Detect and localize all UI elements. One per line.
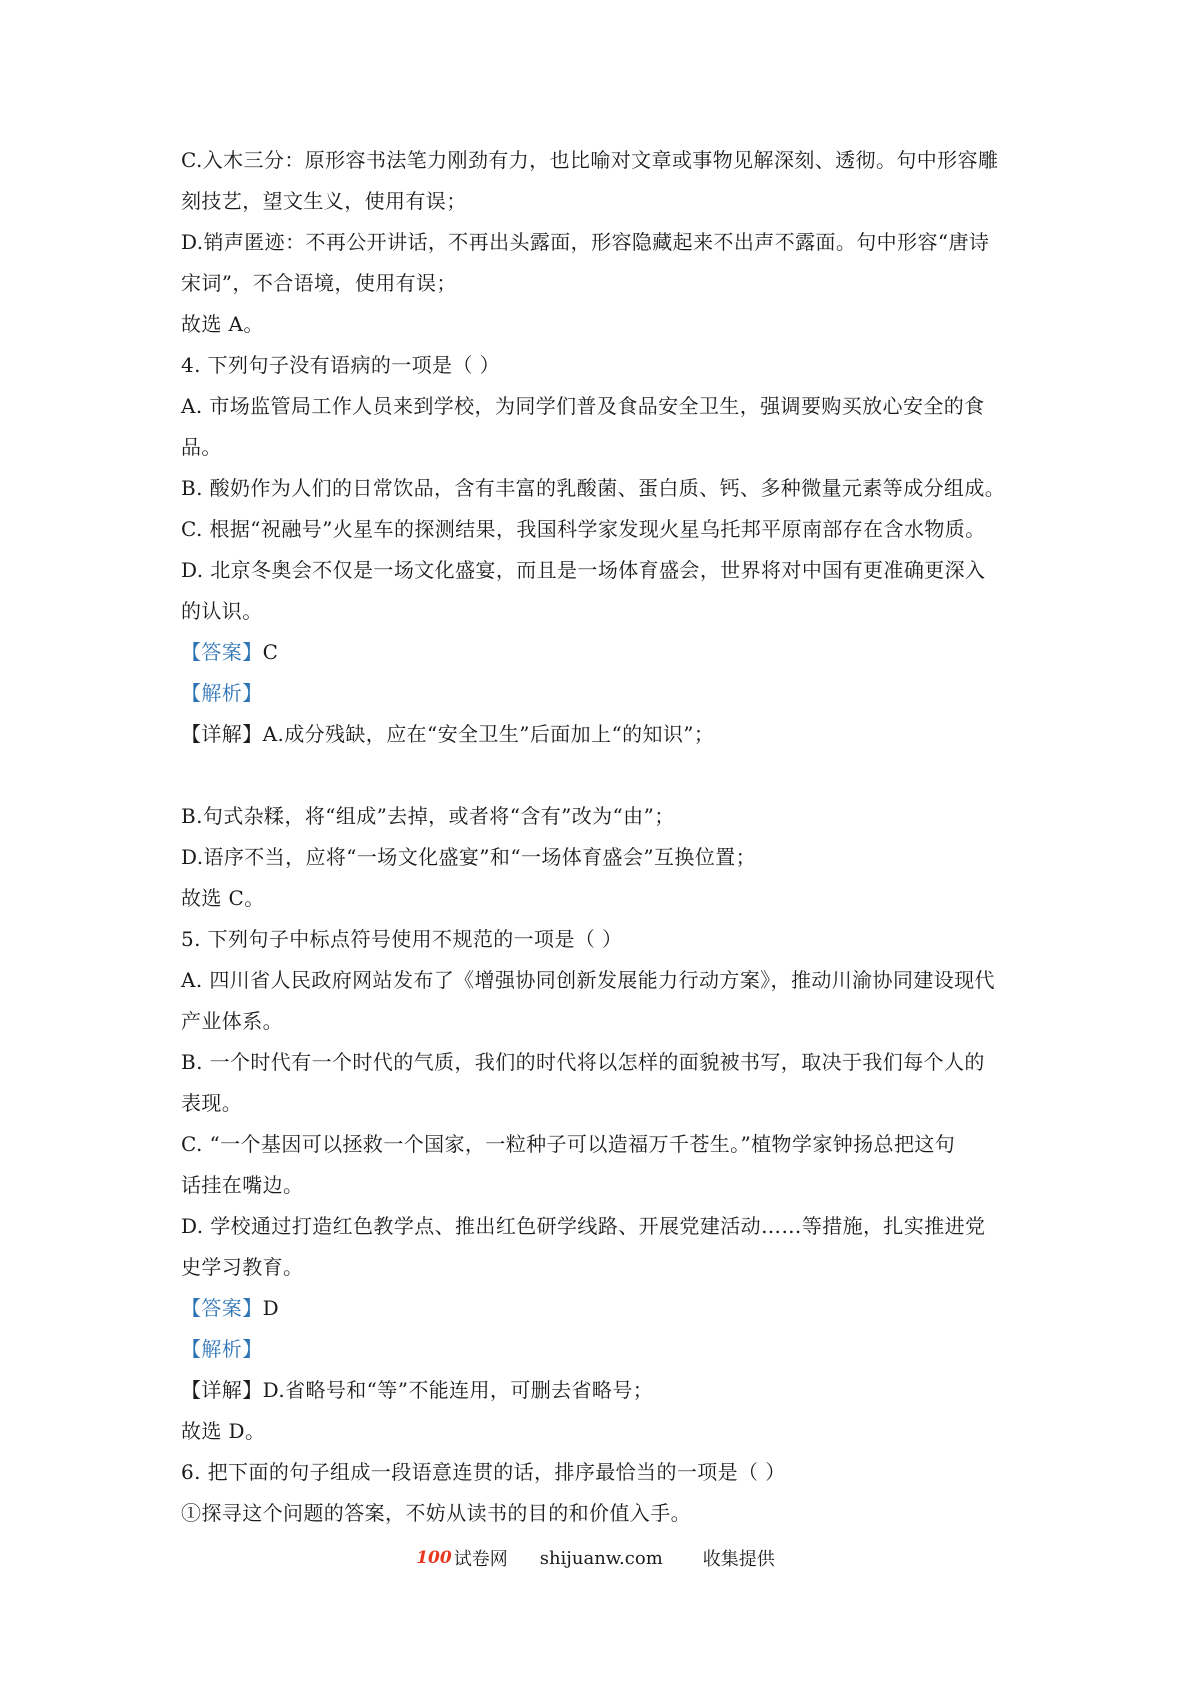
answer-tag: 【答案】 bbox=[181, 1296, 263, 1320]
text-line: C.入木三分：原形容书法笔力刚劲有力，也比喻对文章或事物见解深刻、透彻。句中形容雕 bbox=[181, 148, 999, 172]
q5-option-a: A. 四川省人民政府网站发布了《增强协同创新发展能力行动方案》，推动川渝协同建设现代 bbox=[181, 968, 995, 992]
answer-tag: 【答案】 bbox=[181, 640, 263, 664]
answer-value: C bbox=[262, 640, 279, 664]
text-line: 刻技艺，望文生义，使用有误； bbox=[181, 189, 467, 213]
q6-sentence-1: ①探寻这个问题的答案，不妨从读书的目的和价值入手。 bbox=[181, 1501, 691, 1525]
question-6-stem: 6. 把下面的句子组成一段语意连贯的话，排序最恰当的一项是（ ） bbox=[181, 1460, 786, 1484]
blank-gap bbox=[181, 755, 1021, 796]
answer-value: D bbox=[262, 1296, 280, 1320]
q5-option-d-cont: 史学习教育。 bbox=[181, 1255, 304, 1279]
q4-option-c: C. 根据“祝融号”火星车的探测结果，我国科学家发现火星乌托邦平原南部存在含水物质。 bbox=[181, 517, 986, 541]
site-name: 试卷网 bbox=[453, 1549, 508, 1570]
q5-answer bbox=[181, 1288, 1021, 1329]
q4-option-a: A. 市场监管局工作人员来到学校，为同学们普及食品安全卫生，强调要购买放心安全的食 bbox=[181, 394, 985, 418]
analysis-tag: 【解析】 bbox=[181, 1337, 263, 1361]
q4-detail: 【详解】A.成分残缺，应在“安全卫生”后面加上“的知识”； bbox=[181, 722, 715, 746]
q5-analysis-heading bbox=[181, 1329, 1021, 1370]
q5-option-c-cont: 话挂在嘴边。 bbox=[181, 1173, 304, 1197]
q4-detail-b: B.句式杂糅，将“组成”去掉，或者将“含有”改为“由”； bbox=[181, 804, 675, 828]
q4-option-d: D. 北京冬奥会不仅是一场文化盛宴，而且是一场体育盛会，世界将对中国有更准确更深入 bbox=[181, 558, 986, 582]
q5-option-a-cont: 产业体系。 bbox=[181, 1009, 283, 1033]
q4-option-a-cont: 品。 bbox=[181, 435, 222, 459]
page-footer bbox=[0, 1545, 1191, 1571]
q5-detail: 【详解】D.省略号和“等”不能连用，可删去省略号； bbox=[181, 1378, 654, 1402]
site-logo: 100 bbox=[416, 1548, 452, 1568]
text-line: D.销声匿迹：不再公开讲话，不再出头露面，形容隐藏起来不出声不露面。句中形容“唐诗 bbox=[181, 230, 990, 254]
q4-option-b: B. 酸奶作为人们的日常饮品，含有丰富的乳酸菌、蛋白质、钙、多种微量元素等成分组成。 bbox=[181, 476, 1006, 500]
q4-answer bbox=[181, 632, 1021, 673]
q4-option-d-cont: 的认识。 bbox=[181, 599, 263, 623]
question-4-stem: 4. 下列句子没有语病的一项是（ ） bbox=[181, 353, 500, 377]
q5-option-b: B. 一个时代有一个时代的气质，我们的时代将以怎样的面貌被书写，取决于我们每个人的 bbox=[181, 1050, 985, 1074]
text-line: 宋词”，不合语境，使用有误； bbox=[181, 271, 457, 295]
q5-conclusion: 故选 D。 bbox=[181, 1419, 266, 1443]
q4-analysis-heading bbox=[181, 673, 1021, 714]
q5-option-b-cont: 表现。 bbox=[181, 1091, 243, 1115]
q4-detail-d: D.语序不当，应将“一场文化盛宴”和“一场体育盛会”互换位置； bbox=[181, 845, 756, 869]
q5-option-d: D. 学校通过打造红色教学点、推出红色研学线路、开展党建活动……等措施，扎实推进党 bbox=[181, 1214, 986, 1238]
q5-option-c: C. “一个基因可以拯救一个国家，一粒种子可以造福万千苍生。”植物学家钟扬总把这句 bbox=[181, 1132, 956, 1156]
analysis-tag: 【解析】 bbox=[181, 681, 263, 705]
q4-conclusion: 故选 C。 bbox=[181, 886, 265, 910]
text-line: 故选 A。 bbox=[181, 312, 264, 336]
site-url: shijuanw.com bbox=[539, 1547, 663, 1569]
page-content bbox=[181, 140, 1021, 1534]
question-5-stem: 5. 下列句子中标点符号使用不规范的一项是（ ） bbox=[181, 927, 623, 951]
collect-note: 收集提供 bbox=[702, 1549, 775, 1570]
